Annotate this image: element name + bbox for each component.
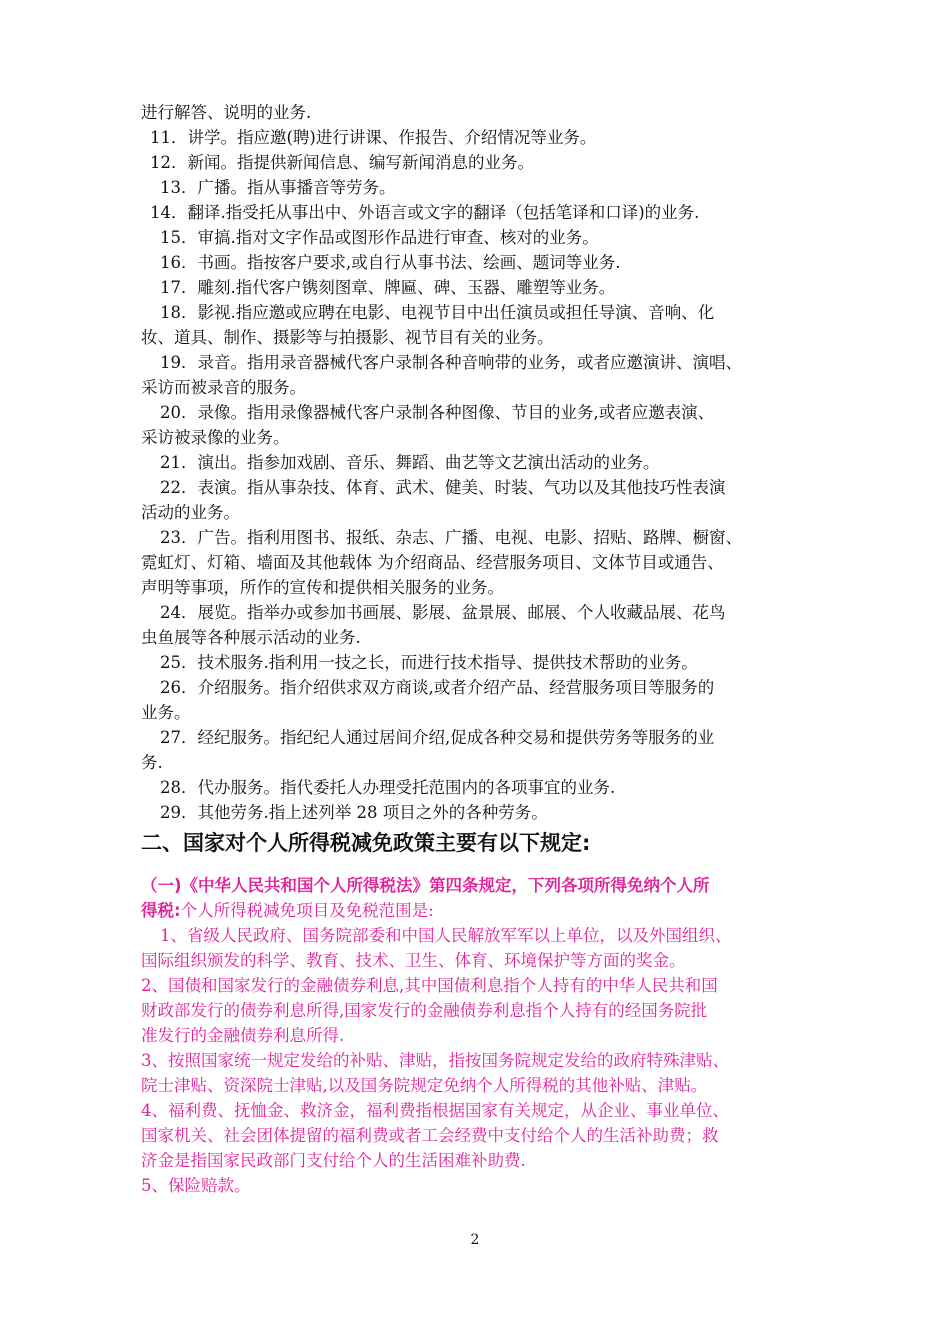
text-line: 29．其他劳务.指上述列举 28 项目之外的各种劳务。 <box>160 803 548 822</box>
text-line: 15．审搞.指对文字作品或图形作品进行审查、核对的业务。 <box>160 228 599 247</box>
text-line: 19．录音。指用录音器械代客户录制各种音响带的业务，或者应邀演讲、演唱、 <box>160 353 742 372</box>
text-line: 财政部发行的债券利息所得,国家发行的金融债券利息指个人持有的经国务院批 <box>141 1001 708 1020</box>
text-line: 霓虹灯、灯箱、墙面及其他载体 为介绍商品、经营服务项目、文体节目或通告、 <box>141 553 724 572</box>
text-line: 务. <box>141 753 163 772</box>
text-line: 11．讲学。指应邀(聘)进行讲课、作报告、介绍情况等业务。 <box>150 128 597 147</box>
text-line: 活动的业务。 <box>141 503 240 522</box>
text-line: 26．介绍服务。指介绍供求双方商谈,或者介绍产品、经营服务项目等服务的 <box>160 678 715 697</box>
text-line: 虫鱼展等各种展示活动的业务. <box>141 628 361 647</box>
text-line: 16．书画。指按客户要求,或自行从事书法、绘画、题词等业务. <box>160 253 621 272</box>
text-line: 20．录像。指用录像器械代客户录制各种图像、节目的业务,或者应邀表演、 <box>160 403 715 422</box>
sub-heading-text: 个人所得税减免项目及免税范围是: <box>180 901 434 920</box>
text-line: 25．技术服务.指利用一技之长，而进行技术指导、提供技术帮助的业务。 <box>160 653 698 672</box>
text-line: 14．翻译.指受托从事出中、外语言或文字的翻译（包括笔译和口译)的业务. <box>150 203 700 222</box>
text-line: 5、保险赔款。 <box>141 1176 251 1195</box>
text-line: 12．新闻。指提供新闻信息、编写新闻消息的业务。 <box>150 153 534 172</box>
text-line: 国际组织颁发的科学、教育、技术、卫生、体育、环境保护等方面的奖金。 <box>141 951 686 970</box>
section-heading: 二、国家对个人所得税减免政策主要有以下规定: <box>141 831 591 855</box>
text-line: 1、省级人民政府、国务院部委和中国人民解放军军以上单位，以及外国组织、 <box>160 926 732 945</box>
text-line: 济金是指国家民政部门支付给个人的生活困难补助费. <box>141 1151 526 1170</box>
sub-heading: （一)《中华人民共和国个人所得税法》第四条规定，下列各项所得免纳个人所 <box>141 876 710 895</box>
sub-heading-continued <box>141 898 434 923</box>
text-line: 23．广告。指利用图书、报纸、杂志、广播、电视、电影、招贴、路牌、橱窗、 <box>160 528 742 547</box>
text-line: 进行解答、说明的业务. <box>141 103 312 122</box>
text-line: 4、福利费、抚恤金、救济金，福利费指根据国家有关规定，从企业、事业单位、 <box>141 1101 729 1120</box>
sub-heading-bold: 得税: <box>141 901 181 920</box>
text-line: 国家机关、社会团体提留的福利费或者工会经费中支付给个人的生活补助费；救 <box>141 1126 719 1145</box>
text-line: 24．展览。指举办或参加书画展、影展、盆景展、邮展、个人收藏品展、花鸟 <box>160 603 726 622</box>
text-line: 妆、道具、制作、摄影等与拍摄影、视节目有关的业务。 <box>141 328 554 347</box>
text-line: 业务。 <box>141 703 191 722</box>
text-line: 准发行的金融债券利息所得. <box>141 1026 345 1045</box>
text-line: 采访被录像的业务。 <box>141 428 290 447</box>
text-line: 院士津贴、资深院士津贴,以及国务院规定免纳个人所得税的其他补贴、津贴。 <box>141 1076 708 1095</box>
page-number: 2 <box>470 1232 480 1248</box>
text-line: 3、按照国家统一规定发给的补贴、津贴，指按国务院规定发给的政府特殊津贴、 <box>141 1051 729 1070</box>
text-line: 28．代办服务。指代委托人办理受托范围内的各项事宜的业务. <box>160 778 616 797</box>
text-line: 2、国债和国家发行的金融债券利息,其中国债利息指个人持有的中华人民共和国 <box>141 976 718 995</box>
text-line: 声明等事项，所作的宣传和提供相关服务的业务。 <box>141 578 504 597</box>
text-line: 13．广播。指从事播音等劳务。 <box>160 178 396 197</box>
text-line: 21．演出。指参加戏剧、音乐、舞蹈、曲艺等文艺演出活动的业务。 <box>160 453 660 472</box>
text-line: 18．影视.指应邀或应聘在电影、电视节目中出任演员或担任导演、音响、化 <box>160 303 715 322</box>
text-line: 27．经纪服务。指纪纪人通过居间介绍,促成各种交易和提供劳务等服务的业 <box>160 728 715 747</box>
text-line: 17．雕刻.指代客户镌刻图章、牌匾、碑、玉器、雕塑等业务。 <box>160 278 616 297</box>
text-line: 采访而被录音的服务。 <box>141 378 306 397</box>
text-line: 22．表演。指从事杂技、体育、武术、健美、时装、气功以及其他技巧性表演 <box>160 478 726 497</box>
